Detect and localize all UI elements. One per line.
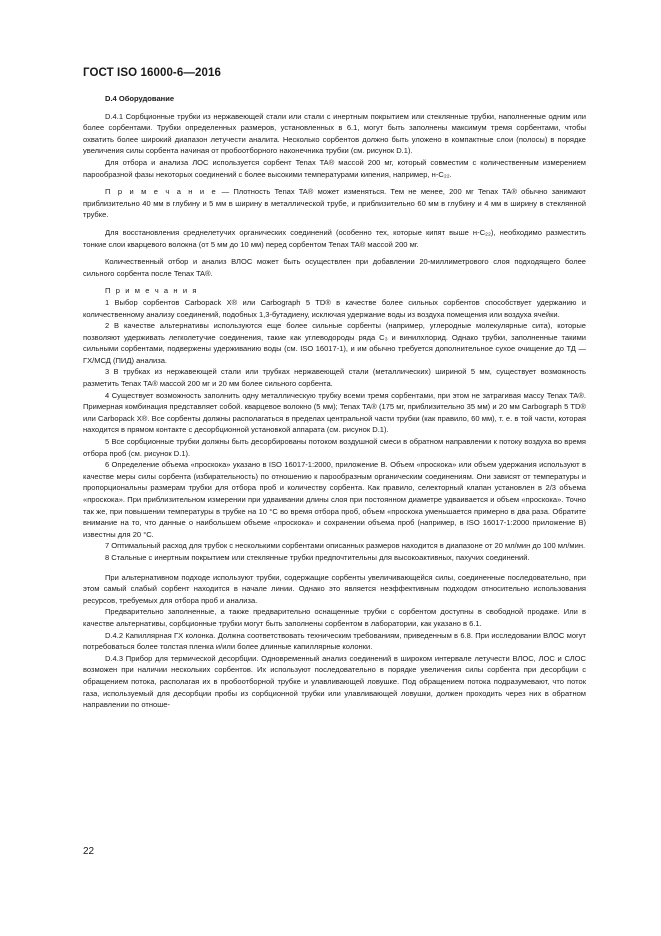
note-8: 8 Стальные с инертным покрытием или стеклянные трубки предпочтительны для высокоактивных, пахучих соединений.: [105, 552, 530, 562]
note-label: П р и м е ч а н и е: [105, 187, 218, 197]
paragraph-vvoc: Количественный отбор и анализ ВЛОС может быть осуществлен при добавлении 20-миллиметрового слоя подходящего более сильного сорбента после Tenax TA®.: [83, 257, 586, 278]
notes-label: П р и м е ч а н и я: [105, 286, 199, 296]
paragraph-prefilled: Предварительно заполненные, а также предварительно оснащенные трубки с сорбентом доступны в свободной продаже. Или в качестве альтернативы, сорбционные трубки могут быть заполнены сорбентом в лаборатории, как указано в 6.1.: [83, 607, 586, 628]
paragraph-alternative: При альтернативном подходе используют трубки, содержащие сорбенты увеличивающейся силы, соединенные последовательно, при этом самый слабый сорбент находится в начале линии. Однако это является неэффективным подходом относительно использования ресурсов, требуемых для отбора проб и анализа.: [83, 572, 586, 605]
page-body: [83, 93, 586, 711]
note-6: 6 Определение объема «проскока» указано в ISO 16017-1:2000, приложение В. Объем «проскока» или объем удержания используют в качестве меры силы сорбента (избирательность) по отношению к парообразным органическим соединениям. Они зависят от температуры и пропорциональны размерам трубки для отбора проб и количеству сорбента. Как правило, селекторный клапан установлен в 2/3 объема «проскока». При приблизительном измерении при удваивании длины слоя при постоянном диаметре удваивается и объем «проскока». Точно так же, при повышении температуры в трубке на 10 °C во время отбора проб, объем «проскока уменьшается примерно в два раза. Обратите внимание на то, что данные о наибольшем объеме «проскока» и сохранении объема проб (например, в ISO 16017-1:2000 приложение В) известны для 20 °C.: [83, 460, 586, 539]
notes-heading: [83, 285, 586, 297]
note-1: 1 Выбор сорбентов Carbopack X® или Carbograph 5 TD® в качестве более сильных сорбентов способствует удержанию и количественному анализу соединений, подобных 1,3-бутадиену, исключая удержание воды из воздуха помещения или воздуха ячейки.: [83, 297, 586, 319]
note-density: [83, 186, 586, 221]
paragraph-semivolatile: Для восстановления среднелетучих органических соединений (особенно тех, которые кипят выше н-C₂₂), необходимо разместить тонкие слои кварцевого волокна (от 5 мм до 10 мм) перед сорбентом Tenax TA® массой 200 мг.: [83, 227, 586, 249]
section-heading: D.4 Оборудование: [105, 94, 175, 103]
note-3: 3 В трубках из нержавеющей стали или трубках нержавеющей стали (металлических) шириной 5 мм, существует возможность разметить Tenax TA® массой 200 мг и 20 мм более сильного сорбента.: [83, 367, 586, 389]
note-5: 5 Все сорбционные трубки должны быть десорбированы потоком воздушной смеси в обратном направлении к потоку воздуха во время отбора проб (см. рисунок D.1).: [83, 437, 586, 458]
note-7: 7 Оптимальный расход для трубок с несколькими сорбентами описанных размеров находится в диапазоне от 20 мл/мин до 100 мл/мин.: [105, 541, 586, 551]
paragraph-d43: D.4.3 Прибор для термической десорбции. Одновременный анализ соединений в широком интервале летучести ВЛОС, ЛОС и СЛОС возможен при наличии нескольких сорбентов. Их используют последовательно в порядке увеличения силы сорбента при десорбции с обращением потока, располагая их в пробоотборной трубке и улавливающей ловушке. Под обращением потока подразумевают, что поток газа, используемый для десорбции пробы из сорбционной трубки или улавливающей ловушки, должен проходить через них в обратном направлении по отноше-: [83, 653, 586, 710]
note-text: — Плотность Tenax TA® может изменяться. Тем не менее, 200 мг Tenax TA® обычно занимают приблизительно 40 мм в глубину и 5 мм в ширину в металлической трубе, и приблизительно 60 мм в глубину и 4 мм в ширину в стеклянной трубке.: [83, 187, 586, 220]
document-header: ГОСТ ISO 16000-6—2016: [83, 67, 221, 79]
note-2: 2 В качестве альтернативы используются еще более сильные сорбенты (например, углеродные молекулярные сита), которые позволяют удерживать легколетучие соединения, такие как углеводороды ряда C₃ и винилхлорид. Однако трубки, заполненные такими сильными сорбентами, подвержены удерживанию воды (см. ISO 16017-1), и им обычно требуется дополнительное сухое очищение до ТД — ГХ/МСД (ПИД) анализа.: [83, 321, 586, 365]
paragraph-d42: D.4.2 Капиллярная ГХ колонка. Должна соответствовать техническим требованиям, приведенным в 6.8. При исследовании ВЛОС могут потребоваться более толстая пленка и/или более длинные капиллярные колонки.: [83, 630, 586, 652]
page-number: 22: [83, 846, 95, 857]
paragraph-tenax: Для отбора и анализа ЛОС используется сорбент Tenax TA® массой 200 мг, который совместим с количественным измерением парообразной фазы некоторых соединений с более высокими температурами кипения, например, н-C₂₂.: [83, 157, 586, 179]
paragraph-d41: D.4.1 Сорбционные трубки из нержавеющей стали или стали с инертным покрытием или стеклянные трубки, наполненные одним или более сорбентами. Трубки определенных размеров, установленных в 6.1, могут быть заполнены максимум тремя сорбентами, чтобы охватить более широкий диапазон летучести аналита. Несколько сорбентов должно быть уложено в компактные слои (полосы) в порядке увеличения силы сорбента начиная от пробоотборного наконечника трубки (см. рисунок D.1).: [83, 111, 586, 156]
note-4: 4 Существует возможность заполнить одну металлическую трубку всеми тремя сорбентами, при этом не затрагивая массу Tenax TA®. Примерная комбинация представляет собой. кварцевое волокно (5 мм); Tenax TA® (175 мг, приблизительно 35 мм) и 20 мм Carbograph 5 TD® или Carbopack X®. Все сорбенты должны располагаться в пределах центральной части трубки (как правило, 60 мм), т. е. в той части, которая находится в прямом контакте с десорбционной установкой аппарата (см. рисунок D.1).: [83, 390, 586, 435]
